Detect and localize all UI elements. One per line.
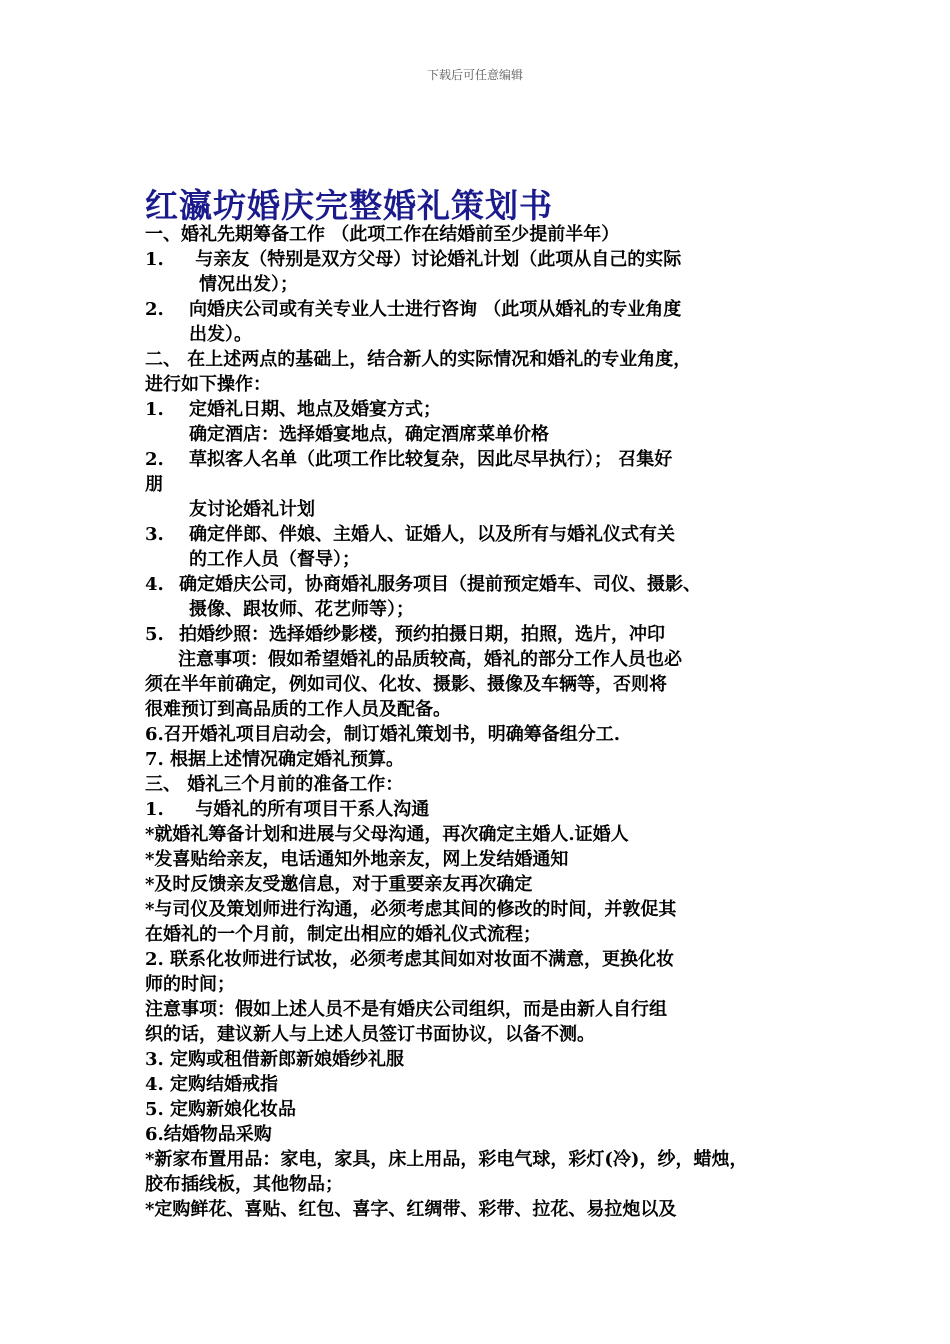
list-number: 5.	[145, 624, 164, 645]
text-line	[145, 247, 810, 272]
text-line	[145, 872, 810, 897]
text-line	[145, 1097, 810, 1122]
text-line	[145, 597, 810, 622]
line-text: *及时反馈亲友受邀信息，对于重要亲友再次确定	[145, 874, 533, 895]
line-text: 二、 在上述两点的基础上，结合新人的实际情况和婚礼的专业角度，	[145, 349, 692, 370]
line-text: 与亲友（特别是双方父母）讨论婚礼计划（此项从自己的实际	[189, 249, 682, 270]
text-line	[145, 722, 810, 747]
line-text: *定购鲜花、喜贴、红包、喜字、红绸带、彩带、拉花、易拉炮以及	[145, 1199, 677, 1220]
text-line	[145, 672, 810, 697]
text-line	[145, 747, 810, 772]
text-line	[145, 347, 810, 372]
line-text: *新家布置用品：家电，家具，床上用品，彩电气球，彩灯(冷)，纱，蜡烛，	[145, 1149, 748, 1170]
text-line	[145, 447, 810, 472]
line-text: 6.召开婚礼项目启动会，制订婚礼策划书，明确筹备组分工.	[145, 724, 621, 745]
text-line	[145, 847, 810, 872]
line-text: 一、婚礼先期筹备工作 （此项工作在结婚前至少提前半年）	[145, 224, 620, 245]
list-number: 1.	[145, 249, 164, 270]
line-text: 确定婚庆公司，协商婚礼服务项目（提前预定婚车、司仪、摄影、	[179, 574, 701, 595]
text-line	[145, 1022, 810, 1047]
line-text: 出发）。	[189, 324, 252, 345]
line-text: *发喜贴给亲友，电话通知外地亲友，网上发结婚通知	[145, 849, 569, 870]
line-text: 在婚礼的一个月前，制定出相应的婚礼仪式流程；	[145, 924, 541, 945]
text-line	[145, 647, 810, 672]
list-number: 2.	[145, 299, 164, 320]
line-text: 摄像、跟妆师、花艺师等）；	[189, 599, 414, 620]
text-line	[145, 522, 810, 547]
text-line	[145, 1122, 810, 1147]
text-line	[145, 922, 810, 947]
text-line	[145, 972, 810, 997]
line-text: 4. 定购结婚戒指	[145, 1074, 279, 1095]
line-text: 向婚庆公司或有关专业人士进行咨询 （此项从婚礼的专业角度	[189, 299, 682, 320]
text-line	[145, 1047, 810, 1072]
text-line	[145, 297, 810, 322]
list-number: 1.	[145, 799, 164, 820]
line-text: 情况出发）；	[199, 274, 298, 295]
line-text: 朋	[145, 474, 163, 495]
line-text: 注意事项：假如上述人员不是有婚庆公司组织，而是由新人自行组	[145, 999, 667, 1020]
line-text: 确定伴郎、伴娘、主婚人、证婚人，以及所有与婚礼仪式有关	[189, 524, 675, 545]
text-line	[145, 472, 810, 497]
text-line	[145, 947, 810, 972]
line-text: 胶布插线板，其他物品；	[145, 1174, 343, 1195]
line-text: 定婚礼日期、地点及婚宴方式；	[189, 399, 441, 420]
line-text: 3. 定购或租借新郎新娘婚纱礼服	[145, 1049, 405, 1070]
text-line	[145, 822, 810, 847]
line-text: 6.结婚物品采购	[145, 1124, 272, 1145]
document-body	[145, 222, 810, 1222]
text-line	[145, 1172, 810, 1197]
line-text: 5. 定购新娘化妆品	[145, 1099, 297, 1120]
line-text: 织的话，建议新人与上述人员签订书面协议，以备不测。	[145, 1024, 595, 1045]
text-line	[145, 497, 810, 522]
list-number: 4.	[145, 574, 164, 595]
text-line	[145, 372, 810, 397]
text-line	[145, 422, 810, 447]
line-text: 与婚礼的所有项目干系人沟通	[189, 799, 430, 820]
list-number: 3.	[145, 524, 164, 545]
document-title: 红瀛坊婚庆完整婚礼策划书	[145, 186, 553, 225]
line-text: *就婚礼筹备计划和进展与父母沟通，再次确定主婚人.证婚人	[145, 824, 629, 845]
line-text: 注意事项：假如希望婚礼的品质较高，婚礼的部分工作人员也必	[178, 649, 682, 670]
text-line	[145, 622, 810, 647]
text-line	[145, 397, 810, 422]
list-number: 2.	[145, 449, 164, 470]
line-text: 三、 婚礼三个月前的准备工作：	[145, 774, 404, 795]
text-line	[145, 897, 810, 922]
line-text: *与司仪及策划师进行沟通，必须考虑其间的修改的时间，并敦促其	[145, 899, 677, 920]
text-line	[145, 797, 810, 822]
text-line	[145, 222, 810, 247]
line-text: 友讨论婚礼计划	[189, 499, 315, 520]
line-text: 拍婚纱照：选择婚纱影楼，预约拍摄日期，拍照，选片，冲印	[179, 624, 665, 645]
text-line	[145, 1147, 810, 1172]
line-text: 确定酒店：选择婚宴地点，确定酒席菜单价格	[189, 424, 549, 445]
text-line	[145, 322, 810, 347]
line-text: 7. 根据上述情况确定婚礼预算。	[145, 749, 405, 770]
list-number: 1.	[145, 399, 164, 420]
text-line	[145, 697, 810, 722]
line-text: 很难预订到高品质的工作人员及配备。	[145, 699, 451, 720]
text-line	[145, 997, 810, 1022]
line-text: 2. 联系化妆师进行试妆，必须考虑其间如对妆面不满意，更换化妆	[145, 949, 675, 970]
line-text: 进行如下操作：	[145, 374, 271, 395]
line-text: 师的时间；	[145, 974, 235, 995]
text-line	[145, 547, 810, 572]
text-line	[145, 272, 810, 297]
text-line	[145, 772, 810, 797]
line-text: 草拟客人名单（此项工作比较复杂，因此尽早执行）； 召集好	[189, 449, 673, 470]
text-line	[145, 1072, 810, 1097]
line-text: 的工作人员（督导）；	[189, 549, 360, 570]
page-header: 下载后可任意编辑	[426, 68, 523, 82]
text-line	[145, 1197, 810, 1222]
text-line	[145, 572, 810, 597]
line-text: 须在半年前确定，例如司仪、化妆、摄影、摄像及车辆等，否则将	[145, 674, 667, 695]
